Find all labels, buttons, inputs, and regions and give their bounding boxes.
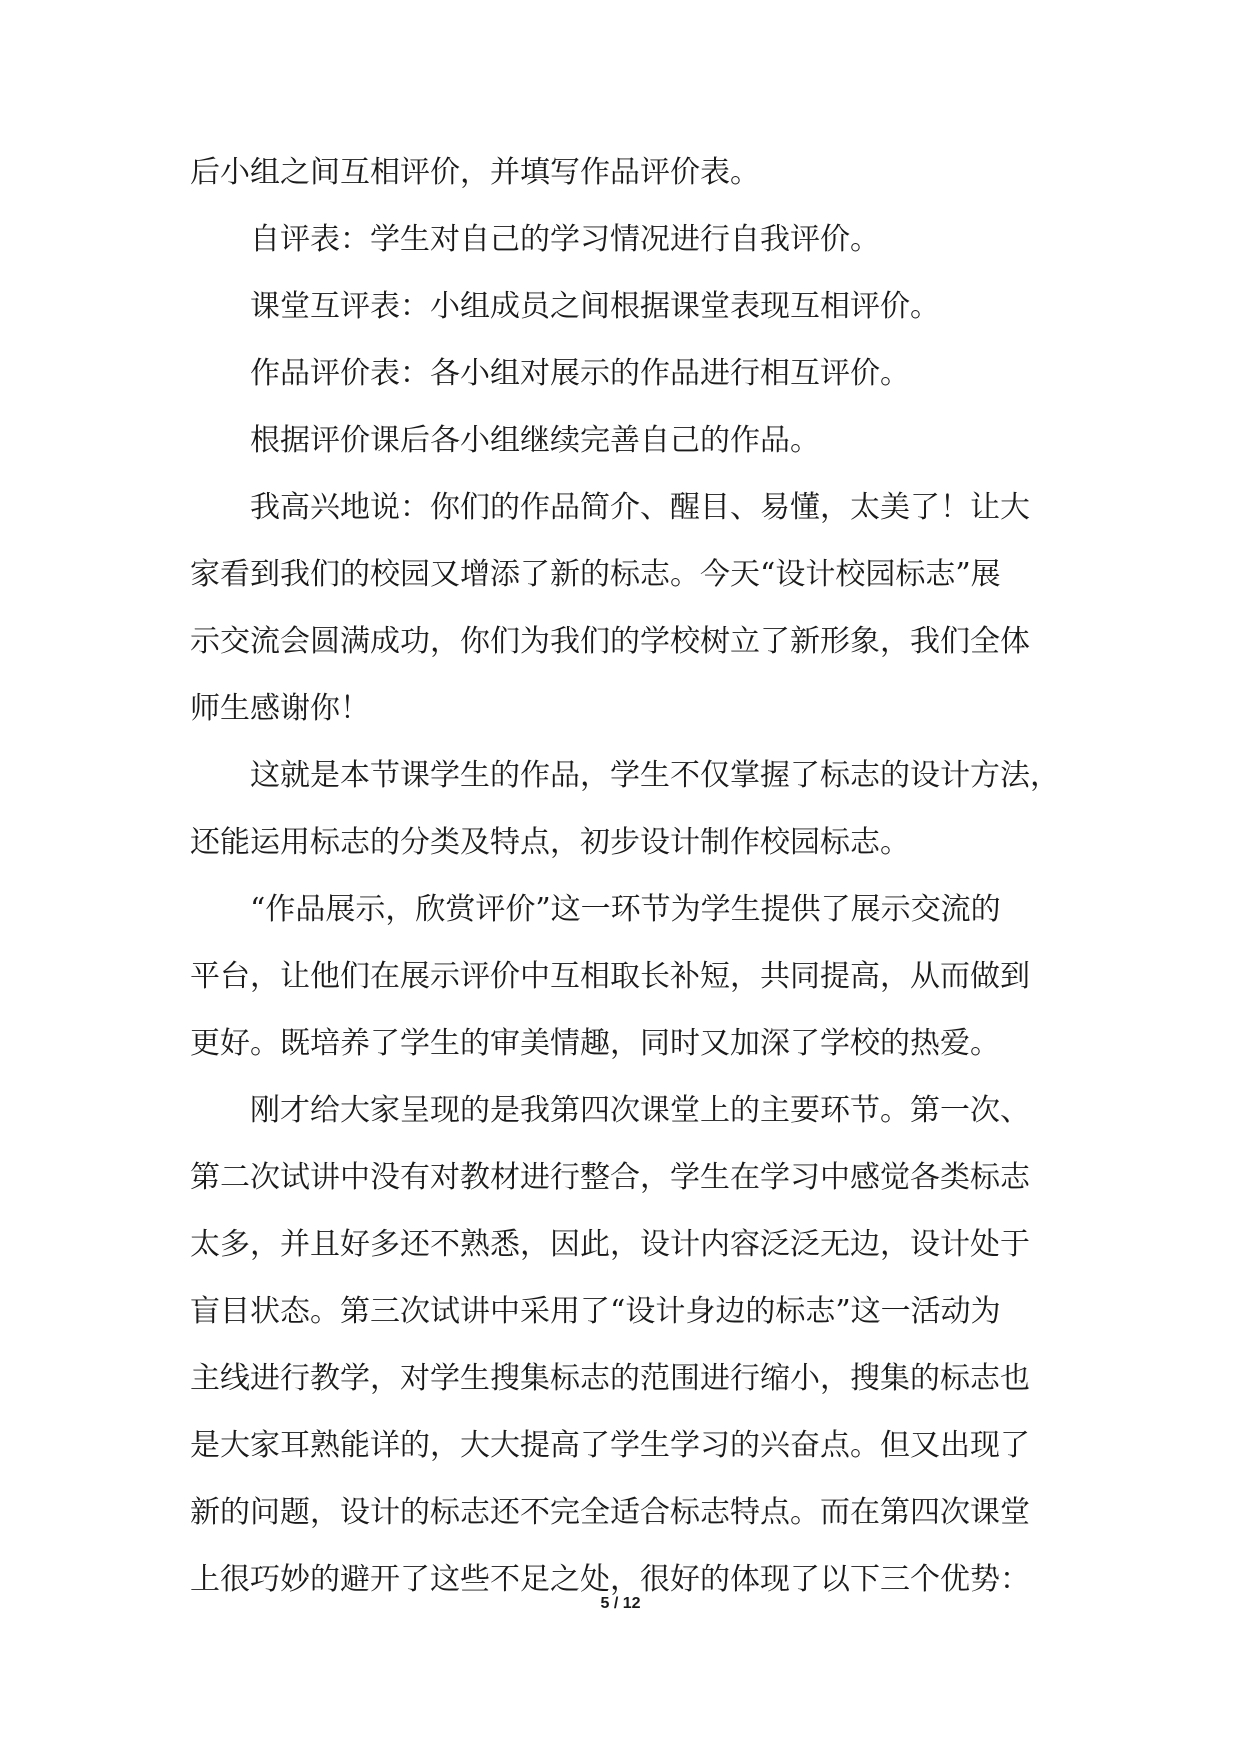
text-line: 盲目状态。第三次试讲中采用了“设计身边的标志”这一活动为	[190, 1294, 1001, 1329]
document-body	[190, 154, 1070, 1628]
text-line: 是大家耳熟能详的，大大提高了学生学习的兴奋点。但又出现了	[190, 1428, 1030, 1463]
paragraph	[190, 422, 1070, 459]
text-line: 家看到我们的校园又增添了新的标志。今天“设计校园标志”展	[190, 557, 1001, 592]
paragraph	[190, 355, 1070, 392]
paragraph	[190, 757, 1070, 861]
paragraph	[190, 1092, 1070, 1598]
text-line: 示交流会圆满成功，你们为我们的学校树立了新形象，我们全体	[190, 624, 1030, 659]
text-line: 更好。既培养了学生的审美情趣，同时又加深了学校的热爱。	[190, 1026, 1000, 1061]
text-line: 新的问题，设计的标志还不完全适合标志特点。而在第四次课堂	[190, 1495, 1030, 1530]
text-line: 作品评价表：各小组对展示的作品进行相互评价。	[250, 356, 910, 391]
text-line: “作品展示，欣赏评价”这一环节为学生提供了展示交流的	[250, 892, 1001, 927]
text-line: 平台，让他们在展示评价中互相取长补短，共同提高，从而做到	[190, 959, 1030, 994]
text-line: 上很巧妙的避开了这些不足之处，很好的体现了以下三个优势：	[190, 1562, 1030, 1597]
text-line: 还能运用标志的分类及特点，初步设计制作校园标志。	[190, 825, 910, 860]
text-line: 课堂互评表：小组成员之间根据课堂表现互相评价。	[250, 289, 940, 324]
text-line: 自评表：学生对自己的学习情况进行自我评价。	[250, 222, 880, 257]
text-line: 根据评价课后各小组继续完善自己的作品。	[250, 423, 820, 458]
text-line: 这就是本节课学生的作品，学生不仅掌握了标志的设计方法，	[250, 758, 1060, 793]
paragraph	[190, 891, 1070, 1062]
paragraph	[190, 221, 1070, 258]
text-line: 太多，并且好多还不熟悉，因此，设计内容泛泛无边，设计处于	[190, 1227, 1030, 1262]
text-line: 后小组之间互相评价，并填写作品评价表。	[190, 155, 760, 190]
page-number: 5 / 12	[600, 1595, 641, 1612]
text-line: 第二次试讲中没有对教材进行整合，学生在学习中感觉各类标志	[190, 1160, 1030, 1195]
text-line: 刚才给大家呈现的是我第四次课堂上的主要环节。第一次、	[250, 1093, 1030, 1128]
paragraph	[190, 288, 1070, 325]
text-line: 师生感谢你！	[190, 691, 370, 726]
text-line: 我高兴地说：你们的作品简介、醒目、易懂，太美了！让大	[250, 490, 1030, 525]
paragraph	[190, 489, 1070, 727]
paragraph	[190, 154, 1070, 191]
text-line: 主线进行教学，对学生搜集标志的范围进行缩小，搜集的标志也	[190, 1361, 1030, 1396]
